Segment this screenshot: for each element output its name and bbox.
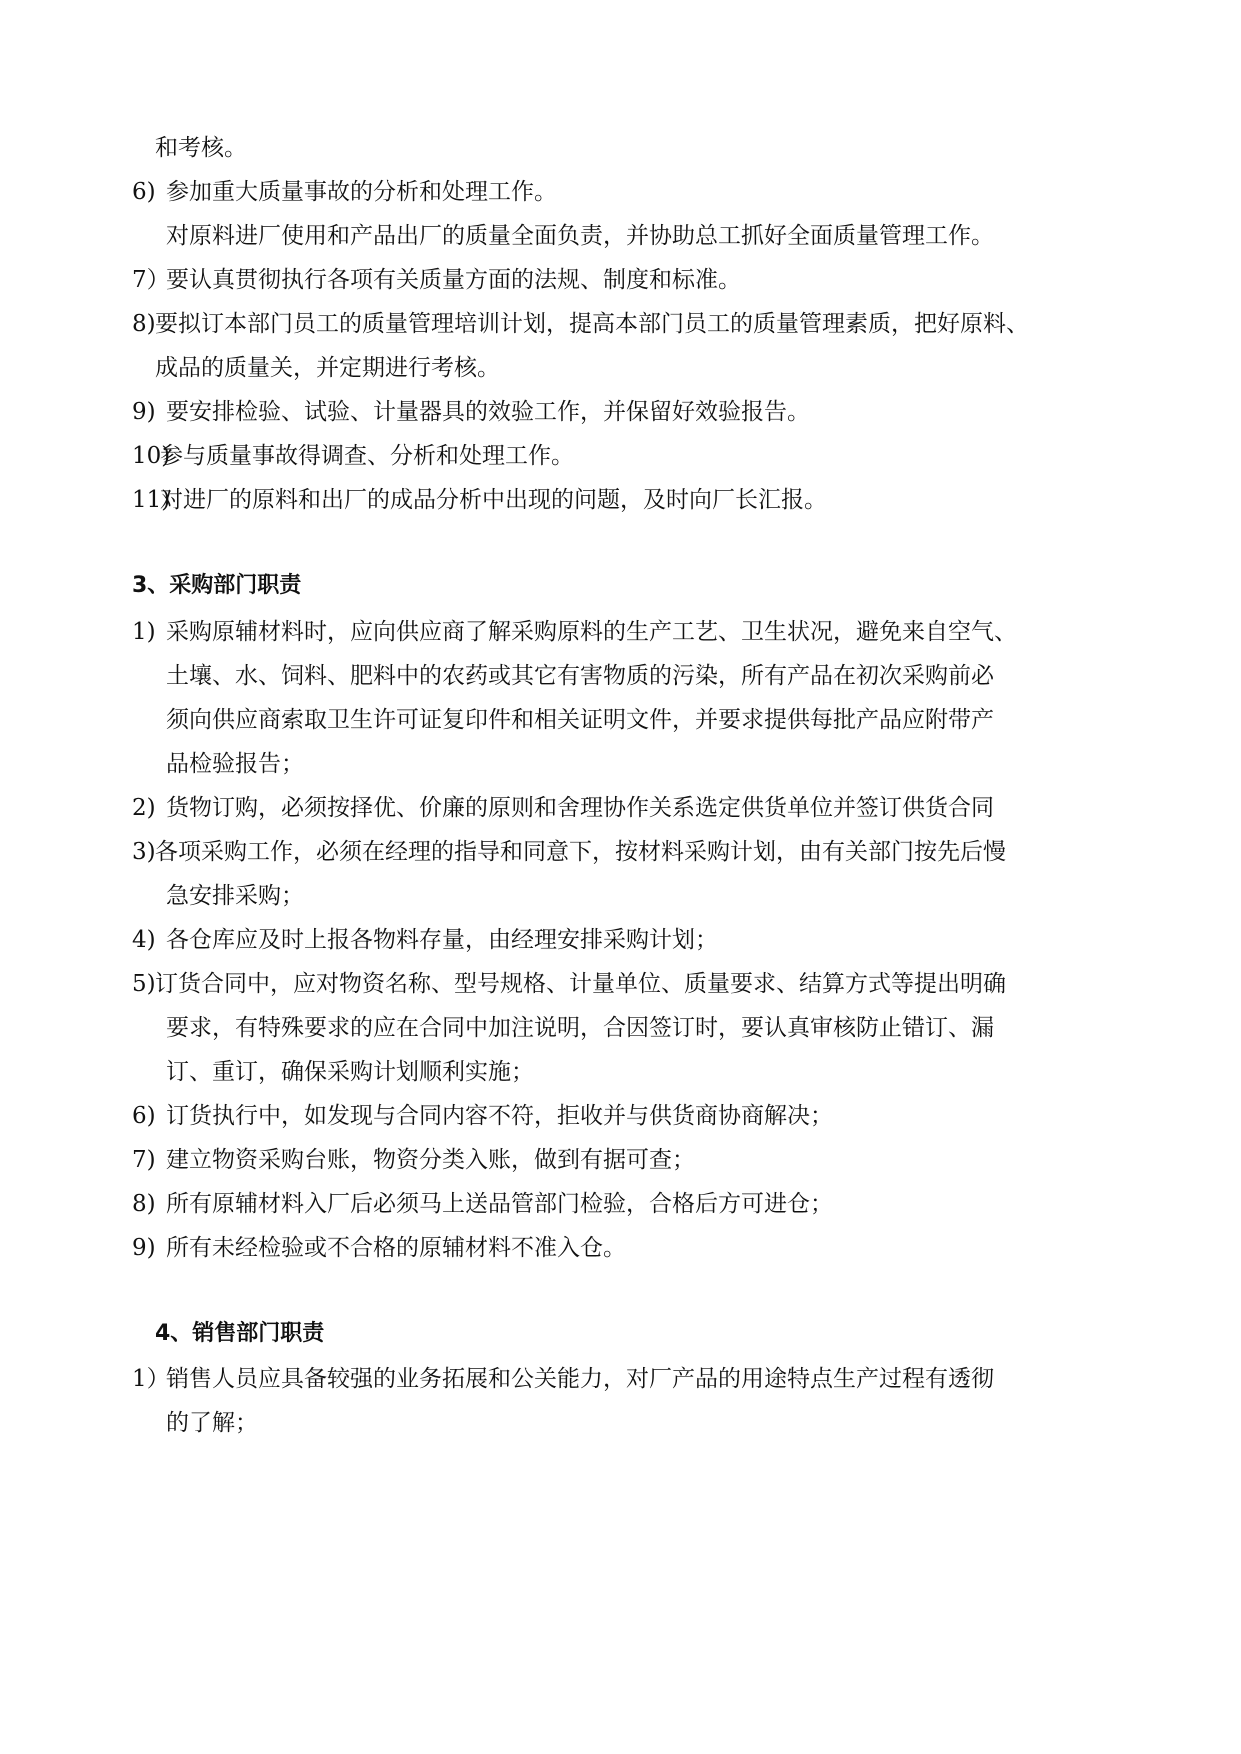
list-item-text: 对进厂的原料和出厂的成品分析中出现的问题，及时向厂长汇报。 <box>160 487 827 513</box>
list-item-text: 要拟订本部门员工的质量管理培训计划，提高本部门员工的质量管理素质，把好原料、 <box>155 311 1029 337</box>
section-heading-purchasing: 3、采购部门职责 <box>132 573 302 598</box>
list-item-number: 1） <box>132 1366 170 1392</box>
section-heading-sales: 4、销售部门职责 <box>155 1321 325 1346</box>
list-item-text: 所有原辅材料入厂后必须马上送品管部门检验，合格后方可进仓； <box>166 1191 833 1217</box>
list-item-text: 销售人员应具备较强的业务拓展和公关能力，对厂产品的用途特点生产过程有透彻 <box>166 1366 994 1392</box>
list-item-text: 须向供应商索取卫生许可证复印件和相关证明文件，并要求提供每批产品应附带产 <box>166 707 994 733</box>
list-item-number: 6) <box>132 179 156 205</box>
list-item-text: 参加重大质量事故的分析和处理工作。 <box>166 179 557 205</box>
list-item-text: 采购原辅材料时，应向供应商了解采购原料的生产工艺、卫生状况，避免来自空气、 <box>166 619 1017 645</box>
list-item-number: 7) <box>132 1147 156 1173</box>
list-item-number: 9) <box>132 1235 156 1261</box>
list-item-text: 的了解； <box>166 1410 258 1436</box>
list-item-text: 订货执行中，如发现与合同内容不符，拒收并与供货商协商解决； <box>166 1103 833 1129</box>
list-item-text: 品检验报告； <box>166 751 304 777</box>
list-item-text: 建立物资采购台账，物资分类入账，做到有据可查； <box>166 1147 695 1173</box>
list-item-number: 3) <box>132 839 156 865</box>
paragraph-line: 和考核。 <box>155 135 247 161</box>
list-item-number: 1) <box>132 619 156 645</box>
list-item-number: 7） <box>132 267 170 293</box>
list-item-number: 8) <box>132 1191 156 1217</box>
list-item-number: 10) <box>132 443 171 469</box>
list-item-number: 5) <box>132 971 156 997</box>
list-item-number: 6) <box>132 1103 156 1129</box>
list-item-text: 订、重订，确保采购计划顺利实施； <box>166 1059 534 1085</box>
list-item-number: 9) <box>132 399 156 425</box>
list-item-text: 所有未经检验或不合格的原辅材料不准入仓。 <box>166 1235 626 1261</box>
list-item-text: 订货合同中，应对物资名称、型号规格、计量单位、质量要求、结算方式等提出明确 <box>155 971 1006 997</box>
list-item-number: 2) <box>132 795 156 821</box>
list-item-text: 要安排检验、试验、计量器具的效验工作，并保留好效验报告。 <box>166 399 810 425</box>
list-item-text: 成品的质量关，并定期进行考核。 <box>155 355 500 381</box>
list-item-number: 4) <box>132 927 156 953</box>
list-item-text: 货物订购，必须按择优、价廉的原则和舍理协作关系选定供货单位并签订供货合同 <box>166 795 994 821</box>
list-item-text: 参与质量事故得调查、分析和处理工作。 <box>160 443 574 469</box>
paragraph-line: 对原料进厂使用和产品出厂的质量全面负责，并协助总工抓好全面质量管理工作。 <box>166 223 994 249</box>
list-item-text: 急安排采购； <box>166 883 304 909</box>
list-item-text: 各项采购工作，必须在经理的指导和同意下，按材料采购计划，由有关部门按先后慢 <box>155 839 1006 865</box>
list-item-text: 要求，有特殊要求的应在合同中加注说明，合因签订时，要认真审核防止错订、漏 <box>166 1015 994 1041</box>
list-item-number: 11) <box>132 487 171 513</box>
list-item-text: 土壤、水、饲料、肥料中的农药或其它有害物质的污染，所有产品在初次采购前必 <box>166 663 994 689</box>
list-item-text: 要认真贯彻执行各项有关质量方面的法规、制度和标准。 <box>166 267 741 293</box>
list-item-text: 各仓库应及时上报各物料存量，由经理安排采购计划； <box>166 927 718 953</box>
list-item-number: 8) <box>132 311 156 337</box>
